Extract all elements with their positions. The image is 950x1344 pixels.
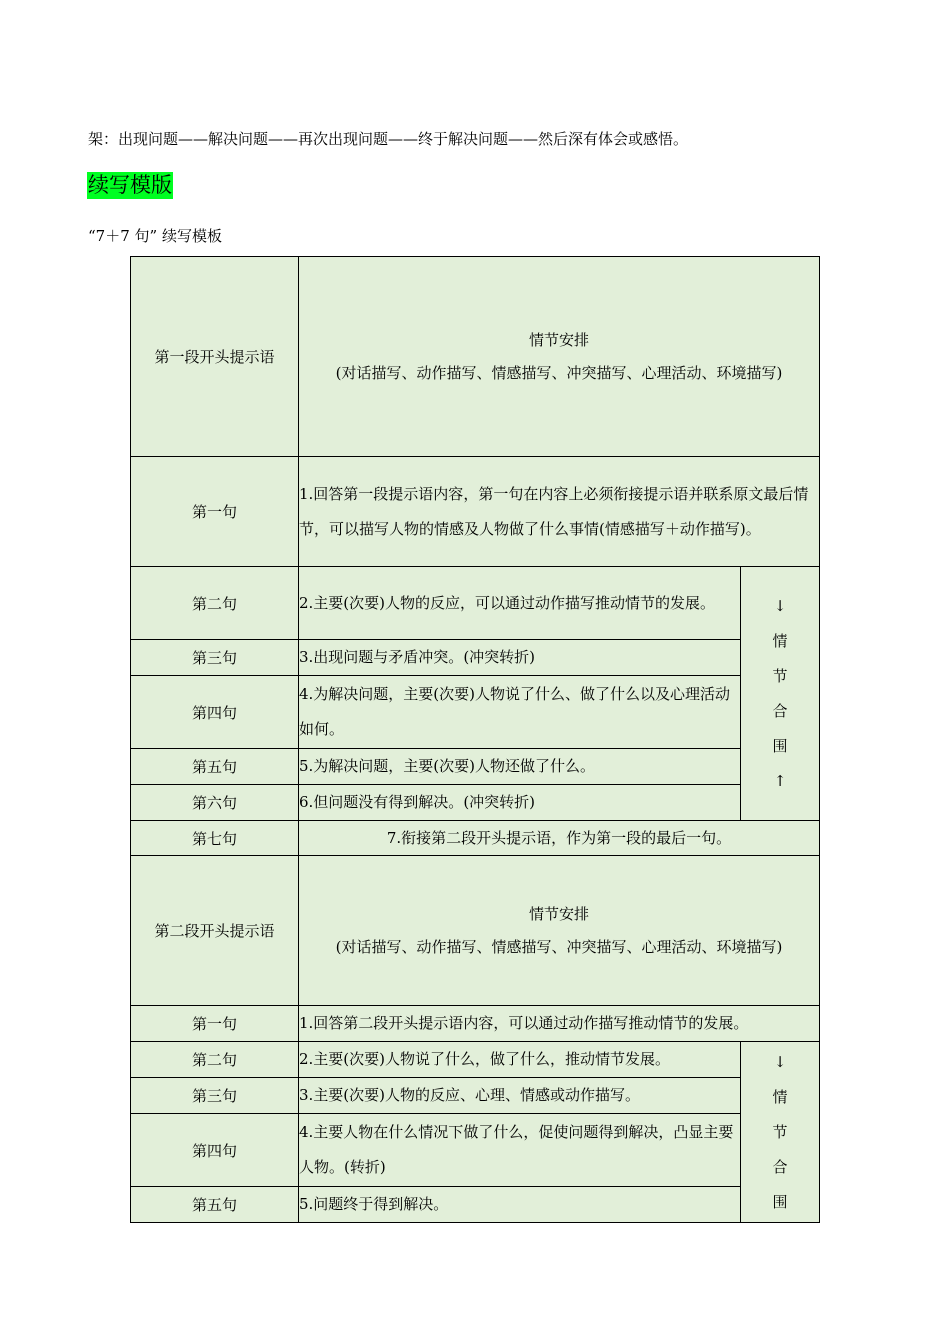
table-row: [131, 749, 820, 785]
row-label: 第二句: [131, 1042, 299, 1078]
table-row: [131, 640, 820, 676]
section1-plan-title: 情节安排: [528, 330, 589, 349]
table-row: [131, 1078, 820, 1114]
row-label: 第五句: [131, 1187, 299, 1223]
template-caption: “7＋7 句” 续写模板: [88, 227, 222, 245]
row-label: 第四句: [131, 1114, 299, 1187]
table-row: [131, 821, 820, 856]
row-text: 2.主要(次要)人物的反应，可以通过动作描写推动情节的发展。: [299, 567, 741, 640]
section1-label: 第一段开头提示语: [131, 257, 299, 457]
table-row: [131, 567, 820, 640]
row-label: 第三句: [131, 1078, 299, 1114]
table-row: [131, 457, 820, 567]
table-row: [131, 785, 820, 821]
row-text: 3.主要(次要)人物的反应、心理、情感或动作描写。: [299, 1078, 741, 1114]
row-label: 第三句: [131, 640, 299, 676]
row-text: 7.衔接第二段开头提示语，作为第一段的最后一句。: [299, 821, 820, 856]
arrow-char: 节: [772, 666, 788, 685]
table-row: [131, 1042, 820, 1078]
row-text: 6.但问题没有得到解决。(冲突转折): [299, 785, 741, 821]
row-label: 第一句: [131, 457, 299, 567]
row-text: 2.主要(次要)人物说了什么，做了什么，推动情节发展。: [299, 1042, 741, 1078]
row-text: 4.为解决问题，主要(次要)人物说了什么、做了什么以及心理活动如何。: [299, 676, 741, 749]
row-label: 第一句: [131, 1006, 299, 1042]
section1-plan-subtitle: (对话描写、动作描写、情感描写、冲突描写、心理活动、环境描写): [335, 363, 783, 382]
row-text: 5.为解决问题，主要(次要)人物还做了什么。: [299, 749, 741, 785]
arrow-char: 情: [772, 631, 788, 650]
arrow-char: 合: [772, 1157, 788, 1176]
table-row: [131, 1114, 820, 1187]
section2-plan-subtitle: (对话描写、动作描写、情感描写、冲突描写、心理活动、环境描写): [335, 937, 783, 956]
intro-line: 架：出现问题——解决问题——再次出现问题——终于解决问题——然后深有体会或感悟。: [88, 130, 689, 148]
section-heading: 续写模版: [88, 173, 172, 197]
arrow-char: 合: [772, 701, 788, 720]
up-arrow-icon: ↑: [773, 771, 787, 790]
row-label: 第七句: [131, 821, 299, 856]
down-arrow-icon: ↓: [773, 1052, 787, 1071]
template-table: [130, 256, 820, 1223]
row-label: 第二句: [131, 567, 299, 640]
row-label: 第五句: [131, 749, 299, 785]
table-row: [131, 1187, 820, 1223]
section2-plan: [299, 856, 820, 1006]
row-label: 第六句: [131, 785, 299, 821]
section2-plan-title: 情节安排: [528, 904, 589, 923]
arrow-char: 围: [772, 736, 788, 755]
arrow-char: 节: [772, 1122, 788, 1141]
row-text: 3.出现问题与矛盾冲突。(冲突转折): [299, 640, 741, 676]
row-text: 4.主要人物在什么情况下做了什么，促使问题得到解决，凸显主要人物。(转折): [299, 1114, 741, 1187]
down-arrow-icon: ↓: [773, 596, 787, 615]
section1-plan: [299, 257, 820, 457]
section2-header-row: [131, 856, 820, 1006]
table-row: [131, 1006, 820, 1042]
section1-header-row: [131, 257, 820, 457]
table-row: [131, 676, 820, 749]
row-text: 5.问题终于得到解决。: [299, 1187, 741, 1223]
plot-encircle-marker: [741, 567, 820, 821]
section2-label: 第二段开头提示语: [131, 856, 299, 1006]
row-label: 第四句: [131, 676, 299, 749]
plot-encircle-marker: [741, 1042, 820, 1223]
arrow-char: 围: [772, 1192, 788, 1211]
arrow-char: 情: [772, 1087, 788, 1106]
row-text: 1.回答第二段开头提示语内容，可以通过动作描写推动情节的发展。: [299, 1006, 820, 1042]
row-text: 1.回答第一段提示语内容，第一句在内容上必须衔接提示语并联系原文最后情节，可以描写人物的情感及人物做了什么事情(情感描写＋动作描写)。: [299, 457, 820, 567]
